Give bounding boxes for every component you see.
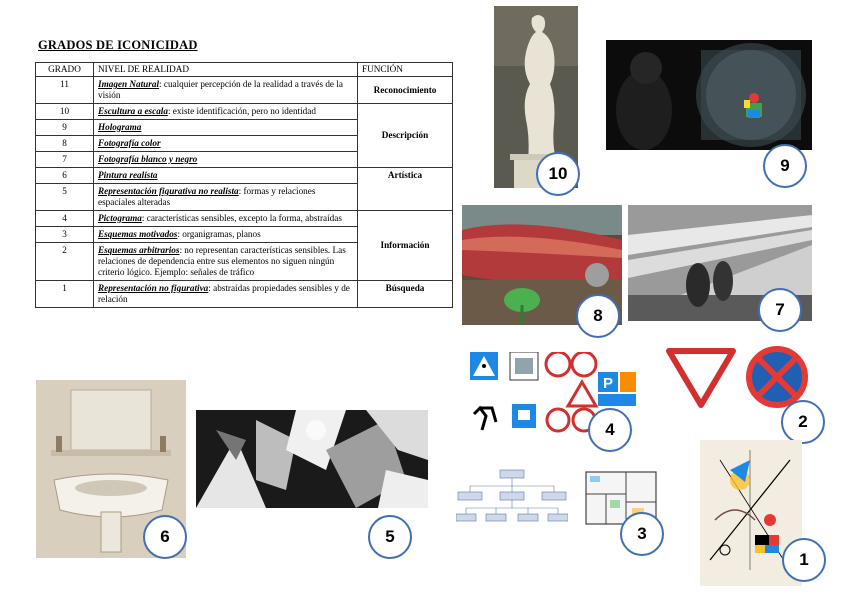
guernica-painting <box>196 410 428 508</box>
level-cell <box>94 184 358 211</box>
table-row <box>36 168 453 184</box>
level-term: Escultura a escala <box>98 106 168 116</box>
badge-7: 7 <box>758 288 802 332</box>
grade-cell: 1 <box>36 281 94 308</box>
level-term: Pintura realista <box>98 170 158 180</box>
level-term: Fotografía color <box>98 138 161 148</box>
grade-cell: 2 <box>36 243 94 281</box>
no-parking-sign <box>746 346 808 408</box>
grade-cell: 11 <box>36 77 94 104</box>
level-term: Esquemas arbitrarios <box>98 245 180 255</box>
level-desc: : formas y relaciones espaciales alteradas <box>98 186 316 207</box>
level-cell <box>94 120 358 136</box>
table-row <box>36 104 453 120</box>
badge-8: 8 <box>576 294 620 338</box>
level-cell <box>94 104 358 120</box>
table-row <box>36 211 453 227</box>
level-term: Pictograma <box>98 213 142 223</box>
badge-3: 3 <box>620 512 664 556</box>
level-desc: : cualquier percepción de la realidad a través de la visión <box>98 79 343 100</box>
grade-cell: 7 <box>36 152 94 168</box>
header-level: NIVEL DE REALIDAD <box>94 63 358 77</box>
level-cell <box>94 152 358 168</box>
page-title: GRADOS DE ICONICIDAD <box>38 38 198 52</box>
org-chart <box>456 468 568 534</box>
function-cell: Artística <box>358 168 453 211</box>
level-desc: : abstraídas propiedades sensibles y de relación <box>98 283 350 304</box>
yield-sign <box>666 348 736 408</box>
level-cell <box>94 211 358 227</box>
badge-1: 1 <box>782 538 826 582</box>
function-cell: Búsqueda <box>358 281 453 308</box>
level-cell <box>94 227 358 243</box>
grade-cell: 4 <box>36 211 94 227</box>
badge-10: 10 <box>536 152 580 196</box>
level-term: Esquemas motivados <box>98 229 178 239</box>
level-cell <box>94 168 358 184</box>
badge-9: 9 <box>763 144 807 188</box>
function-cell: Información <box>358 211 453 281</box>
table-row <box>36 77 453 104</box>
level-desc: : no representan características sensibles. Las relaciones de dependencia entre sus elementos no siguen ningún criterio lógico. Ejemplo: señales de tráfico <box>98 245 346 277</box>
function-cell: Reconocimiento <box>358 77 453 104</box>
level-desc: : características sensibles, excepto la forma, abstraídas <box>141 213 342 223</box>
level-term: Representación no figurativa <box>98 283 209 293</box>
level-desc: : existe identificación, pero no identidad <box>167 106 316 116</box>
level-cell <box>94 136 358 152</box>
header-function: FUNCIÓN <box>358 63 453 77</box>
grade-cell: 8 <box>36 136 94 152</box>
badge-2: 2 <box>781 400 825 444</box>
table-header-row <box>36 63 453 77</box>
badge-6: 6 <box>143 515 187 559</box>
badge-4: 4 <box>588 408 632 452</box>
grade-cell: 6 <box>36 168 94 184</box>
badge-5: 5 <box>368 515 412 559</box>
level-cell <box>94 281 358 308</box>
grade-cell: 5 <box>36 184 94 211</box>
level-term: Imagen Natural <box>98 79 160 89</box>
grade-cell: 3 <box>36 227 94 243</box>
svg-text:P: P <box>603 375 614 392</box>
level-cell <box>94 77 358 104</box>
level-term: Fotografía blanco y negro <box>98 154 198 164</box>
function-cell: Descripción <box>358 104 453 168</box>
iconicity-table <box>35 62 453 308</box>
level-cell <box>94 243 358 281</box>
table-row <box>36 281 453 308</box>
level-desc: : organigramas, planos <box>177 229 261 239</box>
grade-cell: 9 <box>36 120 94 136</box>
hologram-photo <box>606 40 812 150</box>
grade-cell: 10 <box>36 104 94 120</box>
level-term: Representación figurativa no realista <box>98 186 239 196</box>
level-term: Holograma <box>98 122 142 132</box>
header-grade: GRADO <box>36 63 94 77</box>
